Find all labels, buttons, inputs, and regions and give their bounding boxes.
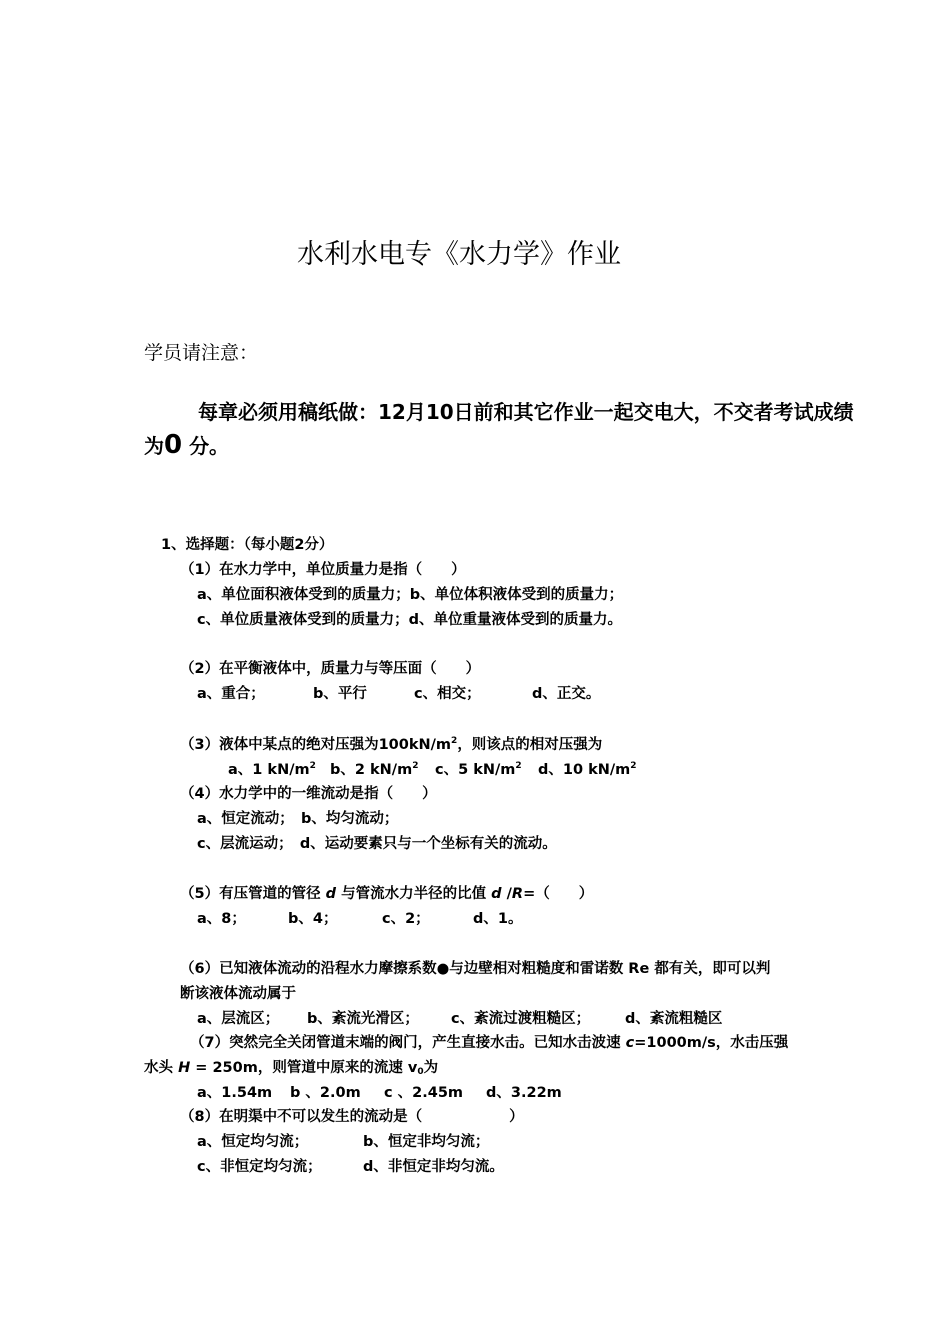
q8-option-c: c、非恒定均匀流； (197, 1159, 322, 1175)
q6-option-b: b、紊流光滑区； (307, 1011, 419, 1027)
q2-option-d: d、正交。 (532, 686, 601, 702)
q6-option-d: d、紊流粗糙区 (625, 1011, 723, 1027)
q6-stem-2: 断该液体流动属于 (180, 986, 296, 1002)
q3-stem-tail: ，则该点的相对压强为 (457, 737, 603, 753)
q3-option-a (228, 758, 316, 779)
q5-ratio-d: d (491, 886, 502, 902)
page-title: 水利水电专《水力学》作业 (297, 239, 621, 270)
q7-stem-1 (190, 1031, 788, 1052)
q3-option-d (538, 758, 637, 779)
q2-option-a: a、重合； (197, 686, 265, 702)
q5-var-d: d (325, 886, 337, 902)
q7-stem-1a: （7）突然完全关闭管道末端的阀门，产生直接水击。已知水击波速 (190, 1035, 621, 1051)
q7-stem-1b: =1000m/s，水击压强 (634, 1035, 789, 1051)
q2-stem: （2）在平衡液体中，质量力与等压面（ ） (180, 661, 481, 677)
q8-option-d: d、非恒定非均匀流。 (363, 1159, 504, 1175)
notice-tail: 分。 (189, 434, 230, 458)
q5-option-d: d、1。 (473, 911, 523, 927)
q5-stem (180, 882, 593, 903)
q5-stem-c: =（ ） (523, 886, 594, 902)
q4-stem: （4）水力学中的一维流动是指（ ） (180, 786, 437, 802)
notice-zero: 0 (164, 430, 183, 460)
q8-option-a: a、恒定均匀流； (197, 1134, 309, 1150)
q6-option-a: a、层流区； (197, 1011, 280, 1027)
q3-option-c (435, 758, 522, 779)
q3-option-a-sup: 2 (309, 761, 316, 771)
q7-stem-2a: 水头 (144, 1060, 173, 1076)
q5-ratio-sep: / (501, 886, 512, 902)
q7-stem-2 (144, 1056, 438, 1077)
q7-option-d: d、3.22m (486, 1085, 562, 1101)
q1-options-1: a、单位面积液体受到的质量力；b、单位体积液体受到的质量力； (197, 587, 624, 603)
q3-option-b (330, 758, 418, 779)
q3-option-a-text: a、1 kN/m (228, 762, 310, 778)
q3-option-d-text: d、10 kN/m (538, 762, 631, 778)
q7-stem-2c: 为 (423, 1060, 439, 1076)
q3-option-c-text: c、5 kN/m (435, 762, 516, 778)
notice-text: 每章必须用稿纸做：12月10日前和其它作业一起交电大，不交者考试成绩为 (144, 400, 854, 458)
notice-body (144, 396, 864, 463)
q5-stem-a: （5）有压管道的管径 (180, 886, 321, 902)
q3-option-b-sup: 2 (412, 761, 419, 771)
q3-stem-sup: 2 (451, 736, 458, 746)
q5-ratio-r: R (511, 886, 524, 902)
q2-option-c: c、相交； (414, 686, 481, 702)
q7-option-c: c 、2.45m (384, 1085, 464, 1101)
q4-options-1: a、恒定流动； b、均匀流动； (197, 811, 399, 827)
q5-stem-b: 与管流水力半径的比值 (341, 886, 487, 902)
q1-options-2: c、单位质量液体受到的质量力；d、单位重量液体受到的质量力。 (197, 612, 622, 628)
q6-stem-1: （6）已知液体流动的沿程水力摩擦系数●与边壁相对粗糙度和雷诺数 Re 都有关，即可以判 (180, 961, 771, 977)
q7-stem-2b: = 250m，则管道中原来的流速 v (190, 1060, 418, 1076)
q5-option-b: b、4； (288, 911, 338, 927)
q5-option-a: a、8； (197, 911, 246, 927)
q7-option-a: a、1.54m (197, 1085, 273, 1101)
q7-option-b: b 、2.0m (290, 1085, 361, 1101)
q3-stem (180, 733, 602, 754)
q8-option-b: b、恒定非均匀流； (363, 1134, 490, 1150)
q3-option-b-text: b、2 kN/m (330, 762, 413, 778)
q2-option-b: b、平行 (313, 686, 367, 702)
q5-option-c: c、2； (382, 911, 430, 927)
q3-option-d-sup: 2 (630, 761, 637, 771)
q7-sub: 0 (417, 1067, 424, 1077)
q6-option-c: c、紊流过渡粗糙区； (451, 1011, 591, 1027)
section-heading: 1、选择题：（每小题2分） (161, 537, 334, 553)
notice-heading: 学员请注意： (144, 342, 259, 364)
q1-stem: （1）在水力学中，单位质量力是指（ ） (180, 562, 466, 578)
q7-var-h: H (178, 1060, 191, 1076)
q3-stem-text: （3）液体中某点的绝对压强为100kN/m (180, 737, 452, 753)
q7-var-c: c (625, 1035, 635, 1051)
q3-option-c-sup: 2 (515, 761, 522, 771)
q8-stem: （8）在明渠中不可以发生的流动是（ ） (180, 1109, 524, 1125)
q4-options-2: c、层流运动； d、运动要素只与一个坐标有关的流动。 (197, 836, 557, 852)
